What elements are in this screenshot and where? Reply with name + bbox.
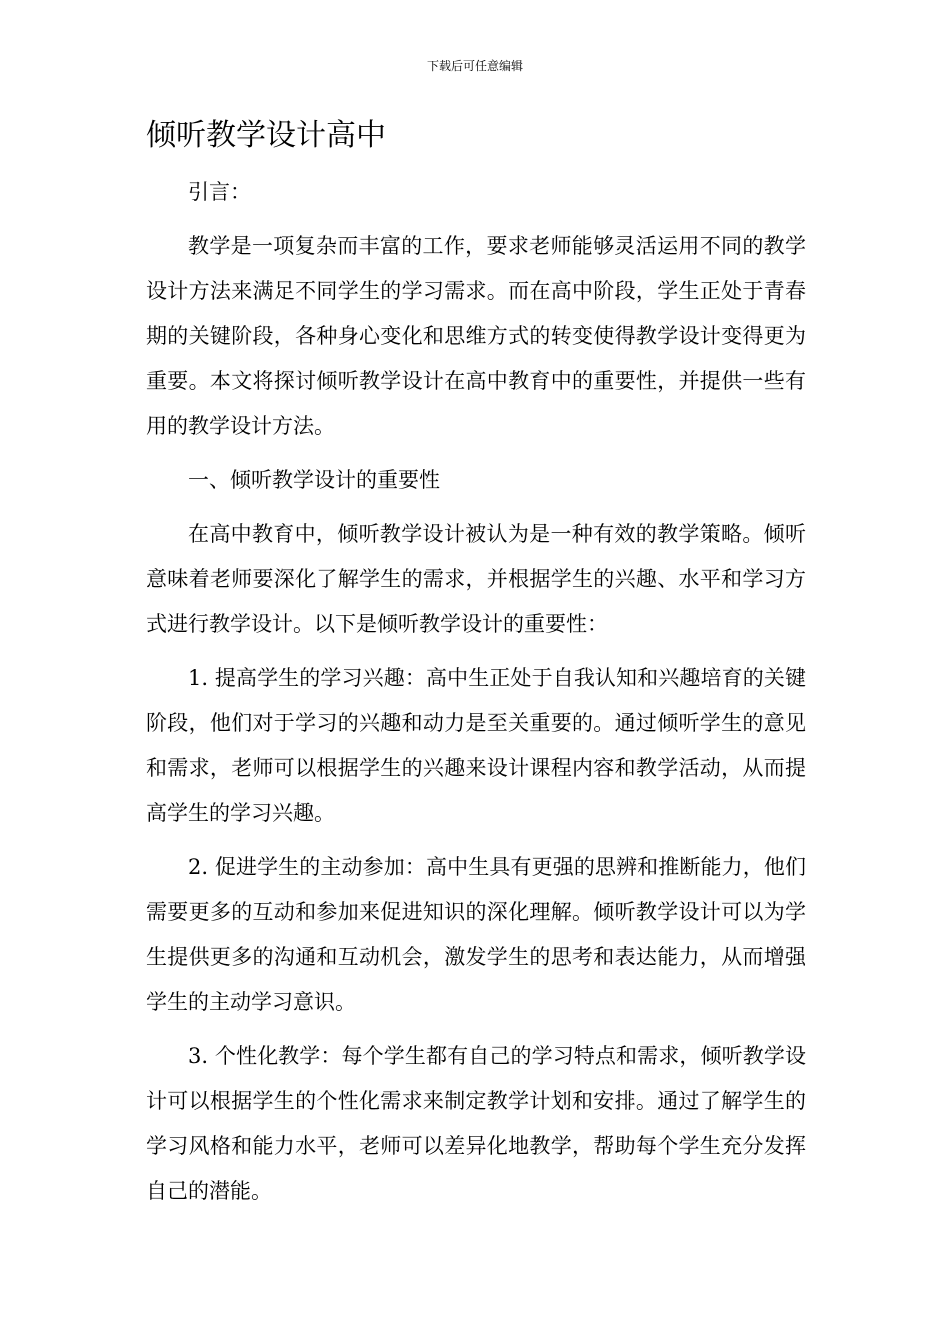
section-heading: 一、倾听教学设计的重要性 <box>188 468 440 492</box>
list-item-1: 1. 提高学生的学习兴趣：高中生正处于自我认知和兴趣培育的关键阶段，他们对于学习的兴趣和动力是至关重要的。通过倾听学生的意见和需求，老师可以根据学生的兴趣来设计课程内容和教学活动，从而提高学生的学习兴趣。 <box>146 666 806 825</box>
header-note: 下载后可任意编辑 <box>426 59 523 73</box>
document-title: 倾听教学设计高中 <box>146 118 386 153</box>
paragraph-section-intro: 在高中教育中，倾听教学设计被认为是一种有效的教学策略。倾听意味着老师要深化了解学生的需求，并根据学生的兴趣、水平和学习方式进行教学设计。以下是倾听教学设计的重要性： <box>146 522 806 636</box>
list-item-2: 2. 促进学生的主动参加：高中生具有更强的思辨和推断能力，他们需要更多的互动和参加来促进知识的深化理解。倾听教学设计可以为学生提供更多的沟通和互动机会，激发学生的思考和表达能力，从而增强学生的主动学习意识。 <box>146 855 806 1014</box>
list-item-3: 3. 个性化教学：每个学生都有自己的学习特点和需求，倾听教学设计可以根据学生的个性化需求来制定教学计划和安排。通过了解学生的学习风格和能力水平，老师可以差异化地教学，帮助每个学生充分发挥自己的潜能。 <box>146 1044 806 1203</box>
paragraph-intro: 教学是一项复杂而丰富的工作，要求老师能够灵活运用不同的教学设计方法来满足不同学生的学习需求。而在高中阶段，学生正处于青春期的关键阶段，各种身心变化和思维方式的转变使得教学设计变得更为重要。本文将探讨倾听教学设计在高中教育中的重要性，并提供一些有用的教学设计方法。 <box>146 234 806 438</box>
document-body <box>146 170 806 1223</box>
paragraph-intro-label: 引言： <box>188 180 251 204</box>
